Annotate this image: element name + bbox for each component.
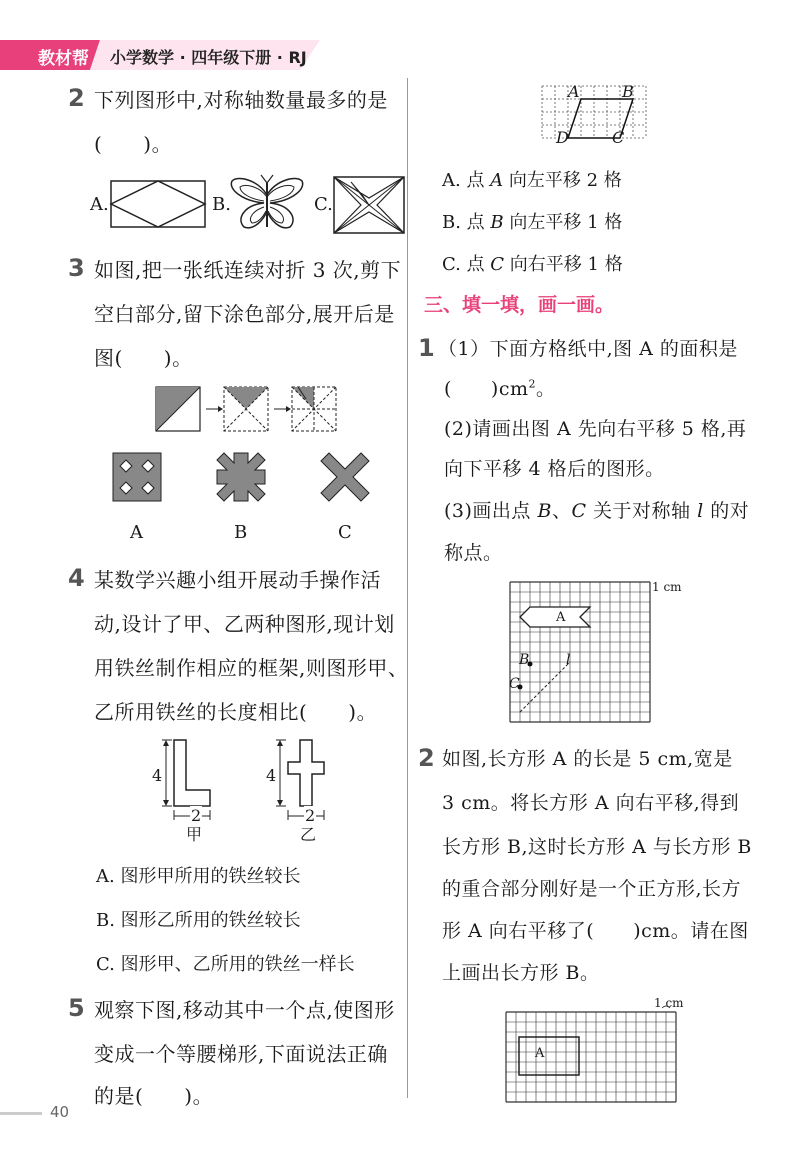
question-text: 乙所用铁丝的长度相比( )。 bbox=[94, 700, 378, 724]
question-text: 用铁丝制作相应的框架,则图形甲、 bbox=[94, 656, 409, 680]
question-number: 4 bbox=[68, 564, 85, 592]
question-text: 的是( )。 bbox=[94, 1084, 214, 1108]
axis-label-l: l bbox=[566, 652, 571, 668]
page-number: 40 bbox=[50, 1103, 70, 1121]
question-text: （1）下面方格纸中,图 A 的面积是 bbox=[438, 338, 738, 360]
question-number: 2 bbox=[418, 744, 435, 772]
question-text: (2)请画出图 A 先向右平移 5 格,再 bbox=[444, 418, 747, 440]
question-text: 变成一个等腰梯形,下面说法正确 bbox=[94, 1042, 388, 1066]
butterfly-figure bbox=[228, 175, 306, 235]
rectangle-label-a: A bbox=[535, 1046, 545, 1061]
header-title: 小学数学 · 四年级下册 · RJ bbox=[110, 48, 307, 67]
question-text: 下列图形中,对称轴数量最多的是 bbox=[94, 88, 388, 112]
rhombus-in-rectangle-figure bbox=[110, 180, 206, 228]
question-text: ( )。 bbox=[94, 132, 173, 156]
dimension-label: 4 bbox=[152, 766, 163, 785]
question-text: 图( )。 bbox=[94, 346, 193, 370]
option-a-cutout-figure bbox=[112, 452, 162, 502]
question-number: 1 bbox=[418, 334, 435, 362]
option-text: B. 点 B 向左平移 1 格 bbox=[442, 212, 623, 233]
option-c-cutout-figure bbox=[320, 452, 370, 502]
question-number: 2 bbox=[68, 84, 85, 112]
header-bar bbox=[0, 40, 320, 70]
option-label: C bbox=[338, 522, 352, 543]
question-text: 观察下图,移动其中一个点,使图形 bbox=[94, 998, 395, 1022]
point-label-c: C bbox=[612, 128, 625, 147]
grid-paper-2 bbox=[506, 1012, 676, 1102]
point-label-a: A bbox=[568, 82, 580, 101]
option-b-cutout-figure bbox=[216, 452, 266, 502]
question-number: 5 bbox=[68, 994, 85, 1022]
shape-label-yi: 乙 bbox=[300, 825, 317, 844]
question-text: ( )$cm^2$。 bbox=[444, 377, 556, 400]
question-text: 3 cm。将长方形 A 向右平移,得到 bbox=[442, 792, 740, 814]
option-label: A bbox=[130, 522, 143, 543]
page-number-bar bbox=[0, 1112, 42, 1115]
shape-label-jia: 甲 bbox=[186, 825, 203, 844]
header-badge: 教材帮 bbox=[38, 49, 89, 69]
option-text: A. 图形甲所用的铁丝较长 bbox=[96, 866, 301, 887]
figure-label-a: A bbox=[556, 610, 566, 625]
point-label-b: B bbox=[622, 82, 634, 101]
dimension-label: 2 bbox=[305, 806, 316, 825]
section-title: 三、填一填，画一画。 bbox=[424, 294, 615, 316]
question-text: 形 A 向右平移了( )cm。请在图 bbox=[442, 920, 749, 942]
option-text: A. 点 A 向左平移 2 格 bbox=[442, 170, 622, 191]
question-text: 空白部分,留下涂色部分,展开后是 bbox=[94, 302, 395, 326]
question-text: 的重合部分刚好是一个正方形,长方 bbox=[442, 878, 742, 900]
paper-folding-sequence bbox=[150, 385, 350, 433]
option-label: C. bbox=[314, 194, 333, 215]
unit-label: 1 cm bbox=[652, 580, 682, 594]
question-text: 向下平移 4 格后的图形。 bbox=[444, 458, 665, 480]
point-label-c: C bbox=[509, 676, 520, 692]
question-text: 上画出长方形 B。 bbox=[442, 962, 600, 984]
question-number: 3 bbox=[68, 254, 85, 282]
option-text: C. 点 C 向右平移 1 格 bbox=[442, 254, 623, 275]
question-text: 某数学兴趣小组开展动手操作活 bbox=[94, 568, 381, 592]
column-divider bbox=[407, 78, 408, 1098]
dimension-label: 4 bbox=[266, 766, 277, 785]
question-text: 动,设计了甲、乙两种图形,现计划 bbox=[94, 612, 395, 636]
point-label-b: B bbox=[519, 652, 530, 668]
question-text: 如图,长方形 A 的长是 5 cm,宽是 bbox=[442, 748, 733, 770]
grid-paper-1 bbox=[510, 582, 652, 724]
option-label: B bbox=[234, 522, 248, 543]
question-text: 如图,把一张纸连续对折 3 次,剪下 bbox=[94, 258, 402, 282]
option-label: A. bbox=[90, 194, 109, 215]
option-label: B. bbox=[212, 194, 231, 215]
question-text: 称点。 bbox=[444, 542, 503, 564]
point-label-d: D bbox=[556, 128, 569, 147]
question-text: 长方形 B,这时长方形 A 与长方形 B bbox=[442, 836, 752, 858]
dimension-label: 2 bbox=[191, 806, 202, 825]
option-text: C. 图形甲、乙所用的铁丝一样长 bbox=[96, 954, 355, 975]
unit-label: 1 cm bbox=[654, 996, 684, 1010]
option-text: B. 图形乙所用的铁丝较长 bbox=[96, 910, 301, 931]
question-text: (3)画出点 B、C 关于对称轴 l 的对 bbox=[444, 500, 750, 522]
star-in-square-figure bbox=[333, 176, 405, 234]
